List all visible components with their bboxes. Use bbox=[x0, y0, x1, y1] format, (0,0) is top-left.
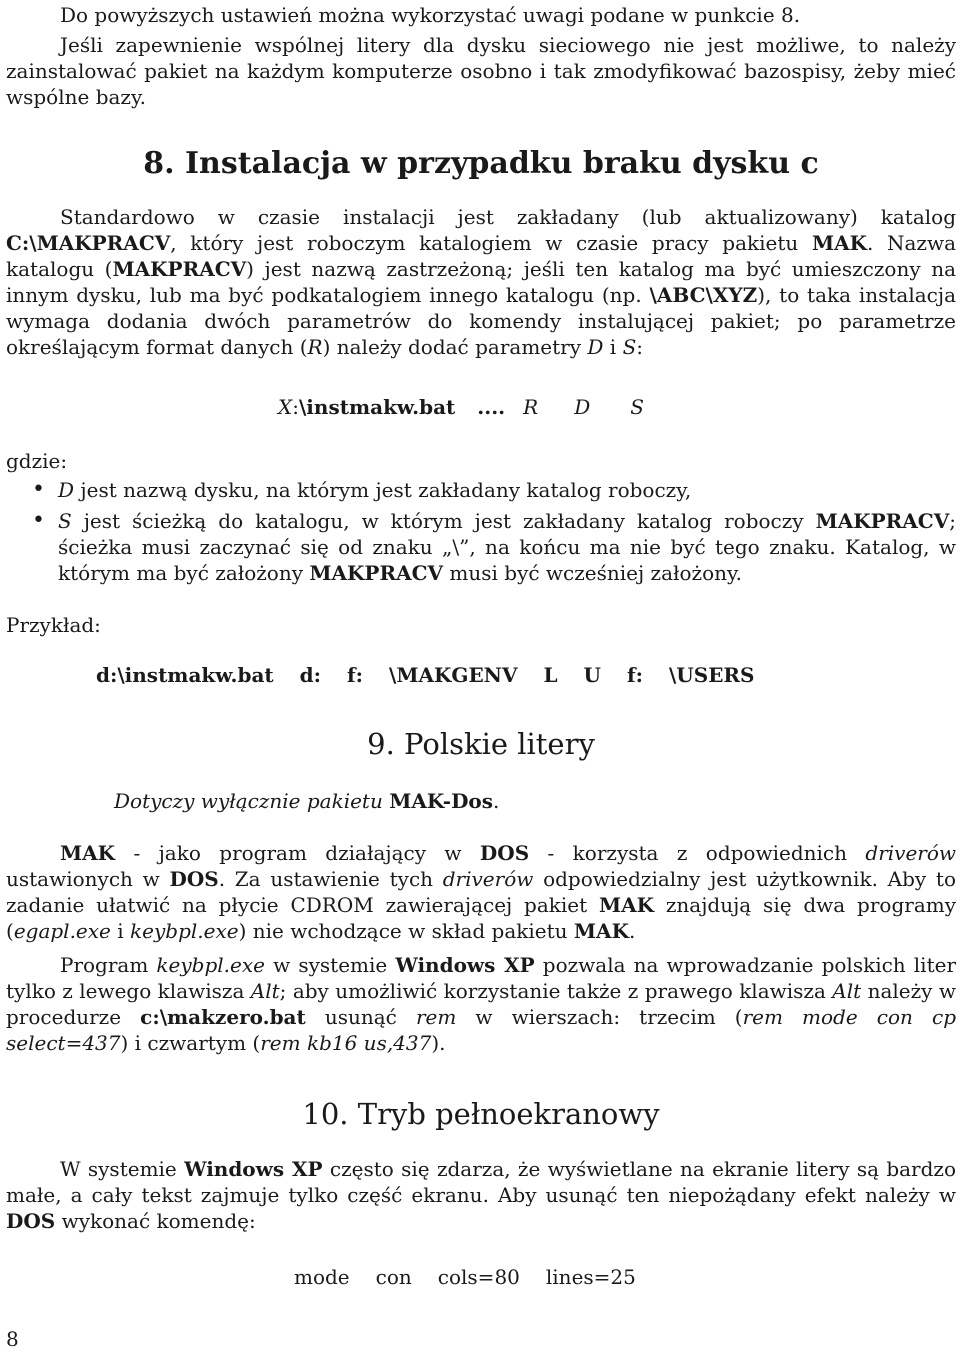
example-part: f: bbox=[347, 663, 364, 687]
command-part: mode bbox=[294, 1265, 350, 1289]
command-part: lines=25 bbox=[545, 1265, 636, 1289]
example-part: U bbox=[583, 663, 601, 687]
section-9-paragraph-1: MAK - jako program działający w DOS - korzysta z odpowiednich driverów ustawionych w DOS. Za ustawienie tych driverów odpowiedzialny jest użytkownik. Aby to zadanie ułatwić na płycie CDROM zawierającej pakiet MAK znajdują się dwa programy (egapl.exe i keybpl.exe) nie wchodzące w skład pakietu MAK. bbox=[6, 841, 957, 943]
intro-paragraph: Jeśli zapewnienie wspólnej litery dla dysku sieciowego nie jest możliwe, to należy zainstalować pakiet na każdym komputerze osobno i tak zmodyfikować bazospisy, żeby mieć wspólne bazy. bbox=[6, 33, 956, 109]
intro-line: Do powyższych ustawień można wykorzystać uwagi podane w punkcie 8. bbox=[60, 3, 801, 27]
example-part: \USERS bbox=[669, 663, 755, 687]
section-9-paragraph-2: Program keybpl.exe w systemie Windows XP pozwala na wprowadzanie polskich liter tylko z lewego klawisza Alt; aby umożliwić korzystanie także z prawego klawisza Alt należy w procedurze c:\makzero.bat usunąć rem w wierszach: trzecim (rem mode con cp select=437) i czwartym (rem kb16 us,437). bbox=[6, 953, 957, 1055]
section-8-title: 8. Instalacja w przypadku braku dysku c bbox=[143, 146, 819, 181]
section-9-note: Dotyczy wyłącznie pakietu MAK-Dos. bbox=[114, 789, 500, 813]
example-part: d:\instmakw.bat bbox=[96, 663, 274, 687]
page-number: 8 bbox=[6, 1327, 19, 1351]
example-command bbox=[96, 662, 781, 688]
mode-command bbox=[294, 1264, 662, 1290]
command-part: con bbox=[375, 1265, 412, 1289]
section-9-title: 9. Polskie litery bbox=[367, 727, 595, 761]
example-part: L bbox=[543, 663, 558, 687]
section-8-paragraph: Standardowo w czasie instalacji jest zakładany (lub aktualizowany) katalog C:\MAKPRACV, który jest roboczym katalogiem w czasie pracy pakietu MAK. Nazwa katalogu (MAKPRACV) jest nazwą zastrzeżoną; jeśli ten katalog ma być umieszczony na innym dysku, lub ma być podkatalogiem innego katalogu (np. \ABC\XYZ), to taka instalacja wymaga dodania dwóch parametrów do komendy instalującej pakiet; po parametrze określającym format danych (R) należy dodać parametry D i S: bbox=[6, 205, 957, 359]
install-command: X:\instmakw.bat .... R D S bbox=[278, 395, 644, 419]
section-10-paragraph: W systemie Windows XP często się zdarza, że wyświetlane na ekranie litery są bardzo małe, a cały tekst zajmuje tylko część ekranu. Aby usunąć ten niepożądany efekt należy w DOS wykonać komendę: bbox=[6, 1157, 956, 1233]
example-part: f: bbox=[627, 663, 643, 687]
example-label: Przykład: bbox=[6, 613, 101, 637]
parameter-list bbox=[6, 477, 956, 586]
list-item: • S jest ścieżką do katalogu, w którym jest zakładany katalog roboczy MAKPRACV; ścieżka musi zaczynać się od znaku „\”, na końcu ma nie być tego znaku. Katalog, w którym ma być założony MAKPRACV musi być wcześniej założony. bbox=[58, 508, 956, 586]
example-part: \MAKGENV bbox=[389, 663, 518, 687]
example-part: d: bbox=[299, 663, 322, 687]
list-item: • D jest nazwą dysku, na którym jest zakładany katalog roboczy, bbox=[58, 477, 956, 503]
command-part: cols=80 bbox=[437, 1265, 520, 1289]
where-label: gdzie: bbox=[6, 449, 68, 473]
section-10-title: 10. Tryb pełnoekranowy bbox=[302, 1097, 660, 1131]
